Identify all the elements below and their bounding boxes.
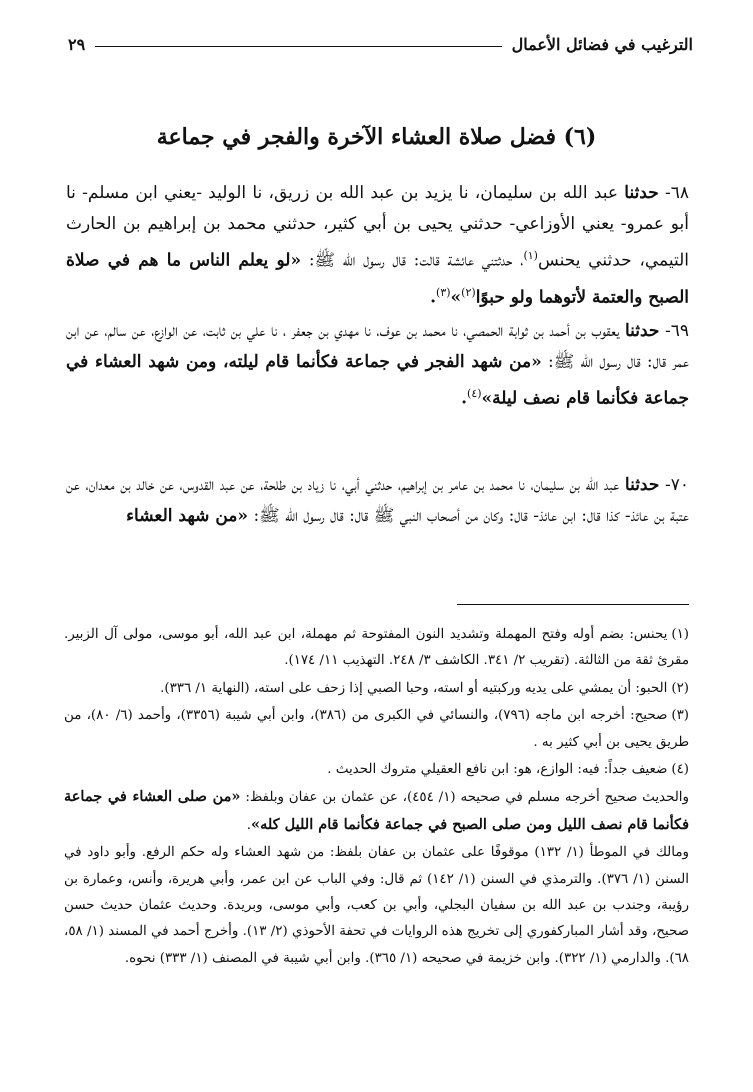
- footnote-number: (٢): [671, 680, 689, 696]
- footnote-ref: (٢): [461, 285, 476, 299]
- footnotes: [64, 622, 689, 973]
- footnote-divider: [457, 604, 689, 605]
- hadith-lead: حدثنا: [624, 183, 659, 203]
- footnote-ref: (٣): [436, 285, 451, 299]
- hadith-quote: «من شهد الفجر في جماعة فكأنما قام ليلته، ومن شهد العشاء في جماعة فكأنما قام نصف ليلة»: [66, 352, 689, 409]
- footnote-quote: «من صلى العشاء في جماعة فكأنما قام نصف الليل ومن صلى الصبح في جماعة فكأنما قام الليل كله»: [64, 788, 689, 833]
- footnote-text: يحنس: بضم أوله وفتح المهملة وتشديد النون المفتوحة ثم مهملة، ابن عبد الله، أبو موسى، مولى آل الزبير. مقرئ ثقة من الثالثة. (تقريب ٢/ ٣٤١. الكاشف ٣/ ٢٤٨. التهذيب ١١/ ١٧٤).: [64, 627, 689, 669]
- footnote-4: [64, 757, 689, 783]
- footnote-number: (٤): [671, 762, 689, 778]
- hadith-number: ٦٨-: [665, 183, 690, 203]
- footnote-text: صحيح: أخرجه ابن ماجه (٧٩٦)، والنسائي في الكبرى من (٣٨٦)، وابن أبي شيبة (٣٣٥٦)، وأحمد (٦/ ٨٠)، من طريق يحيى بن أبي كثير به .: [64, 708, 689, 750]
- hadith-70: [66, 470, 689, 532]
- hadith-chain: عبد الله بن سليمان، نا محمد بن عامر بن إبراهيم، حدثني أبي، نا زياد بن طلحة، عن عبد القدوس، عن خالد بن معدان، عن عتبة بن عائذ- كذا قال: ابن عائذ- قال: وكان من أصحاب النبي ﷺ قال: قال رسول الله ﷺ:: [66, 475, 689, 526]
- hadith-69: [66, 316, 689, 415]
- footnote-text: ضعيف جداً: فيه: الوازع، هو: ابن نافع العقيلي متروك الحديث .: [327, 762, 668, 778]
- hadith-lead: حدثنا: [624, 321, 660, 341]
- footnote-ref: (٤): [467, 387, 482, 400]
- hadith-quote: «من شهد العشاء: [126, 506, 249, 526]
- footnote-1: [64, 622, 689, 675]
- chapter-title: (٦) فضل صلاة العشاء الآخرة والفجر في جماعة: [156, 124, 597, 150]
- footnote-ref: (١): [523, 249, 538, 262]
- footnote-text: ومالك في الموطأ (١/ ١٣٢) موقوفًا على عثمان بن عفان بلفظ: من شهد العشاء وله حكم الرفع. وأبو داود في السنن (١/ ٣٧٦). والترمذي في السنن (١/ ١٤٢) ثم قال: وفي الباب عن ابن عمر، وأبي هريرة، وأنس، وعمارة بن رؤيبة، وجندب بن عبد الله بن سفيان البجلي، وأبي بن كعب، وأبي موسى، وبريدة. وحديث عثمان حديث حسن صحيح، وقد أشار المباركفوري إلى تخريج هذه الروايات في تحفة الأحوذي (٢/ ١٣). وأخرج أحمد في المسند (١/ ٥٨، ٦٨). والدارمي (١/ ٣٢٢). وابن خزيمة في صحيحه (١/ ٣٦٥). وابن أبي شيبة في المصنف (١/ ٣٣٣) نحوه.: [64, 845, 689, 966]
- running-title: الترغيب في فضائل الأعمال: [511, 34, 693, 54]
- quote-close: »: [450, 287, 462, 308]
- footnote-number: (١): [671, 627, 689, 642]
- footnote-end: .: [246, 817, 252, 833]
- footnote-text: والحديث صحيح أخرجه مسلم في صحيحه (١/ ٤٥٤)، عن عثمان بن عفان وبلفظ:: [245, 790, 689, 806]
- footnote-3: [64, 703, 689, 756]
- footnote-4-continuation: [64, 784, 689, 839]
- page-number: ٢٩: [68, 34, 86, 54]
- hadith-lead: حدثنا: [624, 475, 660, 495]
- footnote-4-references: [64, 840, 689, 972]
- hadith-quote: «لو يعلم الناس ما هم في صلاة الصبح والعتمة لأتوهما ولو حبوًا: [66, 250, 689, 308]
- header-rule: [95, 46, 501, 47]
- footnote-number: (٣): [671, 708, 689, 724]
- hadith-number: ٦٩-: [664, 321, 689, 341]
- hadith-68: [66, 178, 689, 313]
- hadith-end: .: [430, 287, 437, 308]
- hadith-end: .: [461, 388, 468, 409]
- hadith-chain: عبد الله بن سليمان، نا يزيد بن عبد الله بن زريق، نا الوليد -يعني ابن مسلم- نا أبو عمرو- يعني الأوزاعي- حدثني يحيى بن أبي كثير، حدثني محمد بن إبراهيم بن الحارث التيمي، حدثني يحنس: [66, 183, 689, 271]
- page-header: [68, 30, 693, 58]
- footnote-2: [64, 676, 689, 702]
- footnote-text: الحبو: أن يمشي على يديه وركبتيه أو استه، وحبا الصبي إذا زحف على استه، (النهاية ١/ ٣٣٦).: [160, 680, 668, 696]
- hadith-chain-end: ، حدثتني عائشة قالت: قال رسول الله ﷺ:: [308, 250, 524, 271]
- hadith-number: ٧٠-: [665, 475, 690, 495]
- hadith-chain: يعقوب بن أحمد بن ثوابة الحمصي، نا محمد بن عوف، نا مهدي بن جعفر ، نا علي بن ثابت، عن الوازع، عن سالم، عن ابن عمر قال: قال رسول الله ﷺ:: [66, 321, 690, 372]
